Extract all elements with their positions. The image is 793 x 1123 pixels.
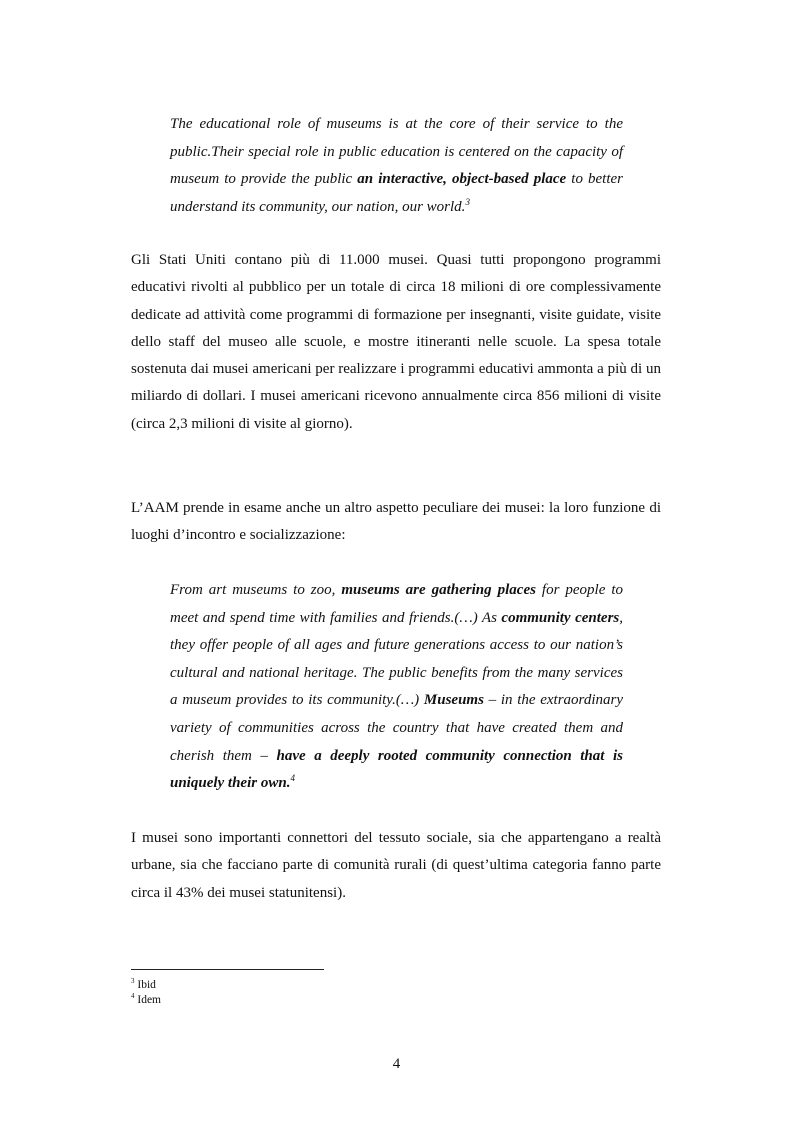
paragraph-social-connectors: I musei sono importanti connettori del tessuto sociale, sia che appartengano a realtà urbane, sia che facciano parte di comunità rurali (di quest’ultima categoria fanno parte circa il 43% dei musei statunitensi). [131,830,661,901]
footnote-3: $^3$ Ibid [131,977,156,991]
paragraph-aam-intro: L’AAM prende in esame anche un altro aspetto peculiare dei musei: la loro funzione di luoghi d’incontro e socializzazione: [131,500,661,544]
quote-emphasis: an interactive, object-based place [357,171,567,188]
quote-emphasis: have a deeply rooted community connection that is uniquely their own. [170,747,623,792]
paragraph-us-museums: Gli Stati Uniti contano più di 11.000 musei. Quasi tutti propongono programmi educativi rivolti al pubblico per un totale di circa 18 milioni di ore complessivamente dedicate ad attività come programmi di formazione per insegnanti, visite guidate, visite dello staff del museo alle scuole, e mostre itineranti nelle scuole. La spesa totale sostenuta dai musei americani per realizzare i programmi educativi ammonta a più di un miliardo di dollari. I musei americani ricevono annualmente circa 856 milioni di visite (circa 2,3 milioni di visite al giorno). [131,252,661,432]
footnote-4: $^4$ Idem [131,992,162,1006]
footnotes [131,978,161,1008]
footnote-ref-3[interactable]: 3 [465,196,470,207]
page-number: 4 [392,1056,401,1072]
blockquote-educational-role: The educational role of museums is at the core of their service to the public.Their special role in public education is centered on the capacity of museum to provide the public an interactive, object-based place to better understand its community, our nation, our world.$^3$ [170,116,624,215]
quote-emphasis: museums are gathering places [341,582,536,598]
footnote-ref-4[interactable]: 4 [290,773,295,784]
quote-emphasis: Museums [423,692,484,709]
blockquote-gathering-places: From art museums to zoo, museums are gathering places for people to meet and spend time with families and friends.(…) As community centers, they offer people of all ages and future generations access to our nation’s cultural and national heritage. The public benefits from the many services a museum provides to its community.(…) Museums – in the extraordinary variety of communities across the country that have created them and cherish them – have a deeply rooted community connection that is uniquely their own.$^4$ [170,582,623,792]
quote-emphasis: community centers [501,609,620,626]
footnote-divider [131,969,324,970]
